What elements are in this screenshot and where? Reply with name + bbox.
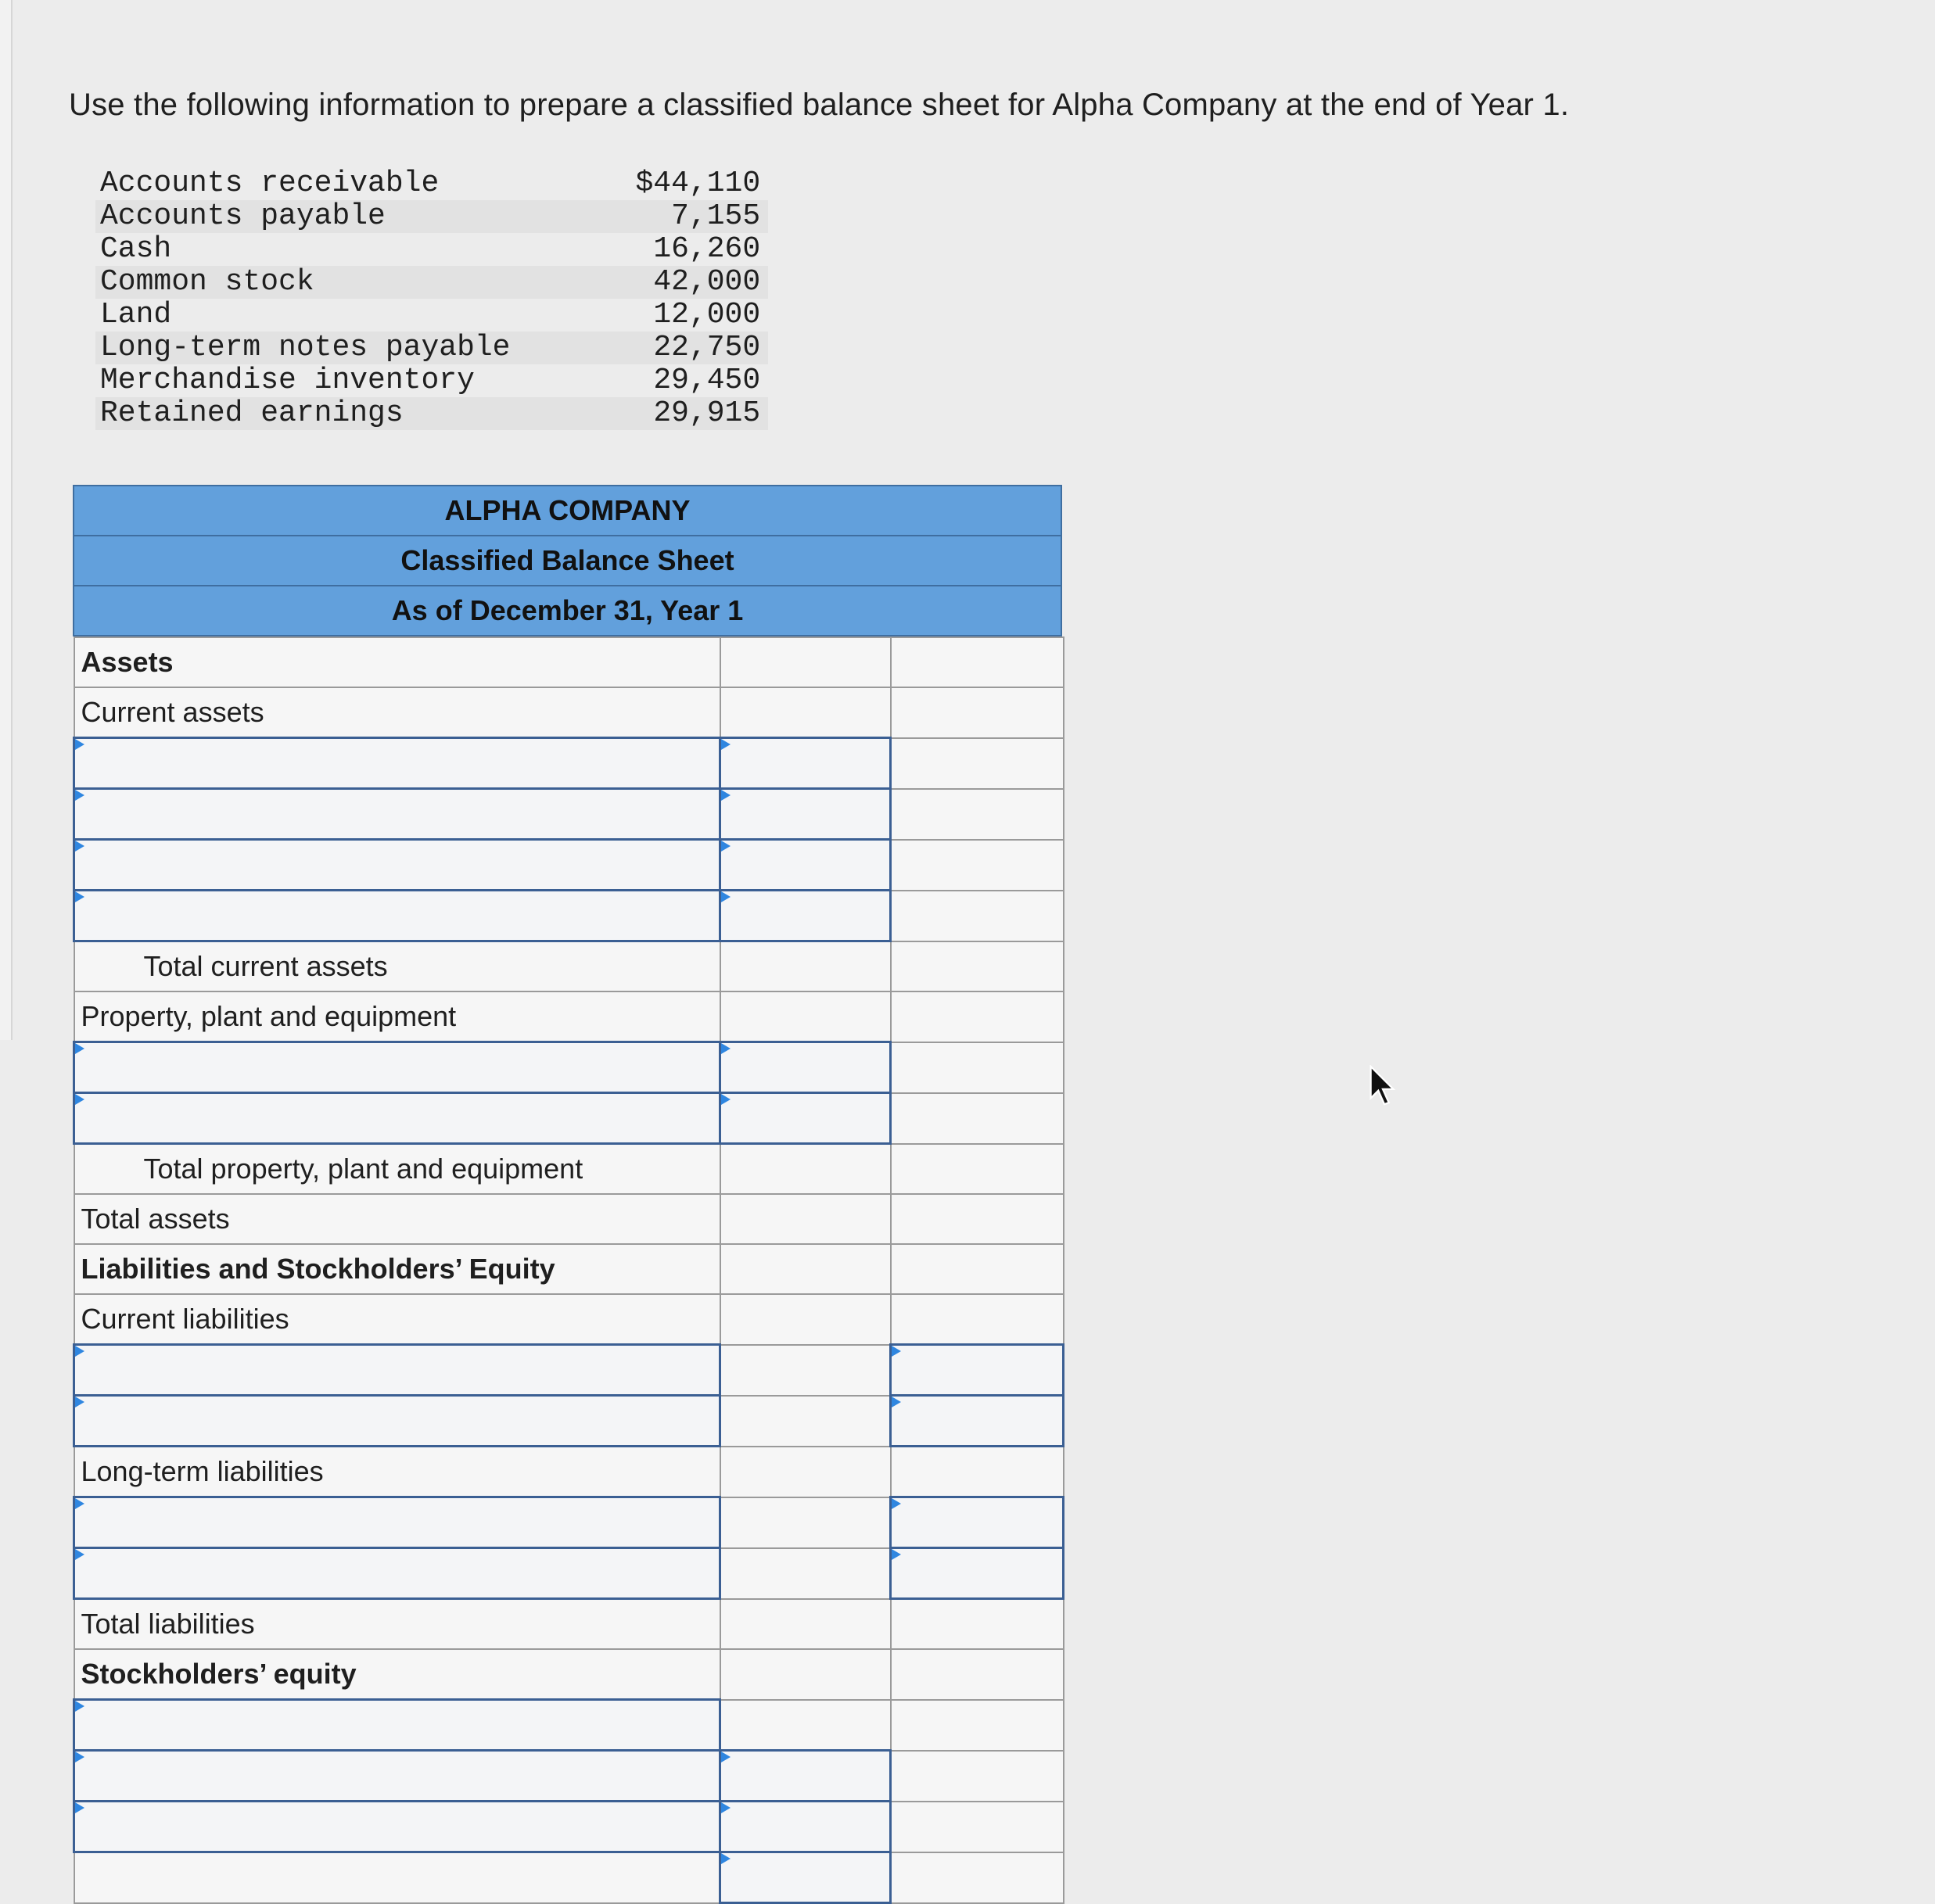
total-row [74,941,1064,992]
account-input[interactable] [75,1752,719,1800]
entry-row [74,1042,1064,1093]
blank-cell [720,1345,891,1396]
account-input[interactable] [75,1701,719,1749]
blank-cell [891,1244,1064,1294]
amount-input[interactable] [721,841,889,889]
entry-row [74,840,1064,891]
blank-cell [720,1548,891,1599]
account-input[interactable] [75,1094,719,1142]
liab-equity-heading: Liabilities and Stockholders’ Equity [74,1244,720,1294]
account-input[interactable] [75,1346,719,1394]
account-input[interactable] [75,1498,719,1547]
balance-sheet-table [73,636,1064,1904]
blank-cell [720,637,891,687]
entry-row [74,1751,1064,1802]
total-assets-value [891,1194,1064,1244]
amount-input[interactable] [721,1094,889,1142]
total-current-assets-label: Total current assets [74,941,720,992]
total-row [74,1144,1064,1195]
given-row [95,233,768,266]
entry-row [74,891,1064,941]
account-name: Merchandise inventory [100,364,475,397]
amount-input-cell[interactable] [720,1751,891,1802]
blank-cell [720,1294,891,1345]
entry-row [74,1802,1064,1852]
account-name: Long-term notes payable [95,332,519,364]
account-select[interactable] [74,1548,720,1599]
blank-cell [891,738,1064,789]
total-ppe-value [891,1144,1064,1195]
blank-cell [891,789,1064,840]
account-amount: 29,450 [653,364,761,397]
amount-input-cell[interactable] [720,1093,891,1144]
entry-row [74,1396,1064,1447]
given-row [95,266,768,299]
blank-cell [720,941,891,992]
blank-cell [891,1093,1064,1144]
section-row [74,687,1064,738]
given-row [95,200,768,233]
account-name: Common stock [95,266,519,299]
account-select[interactable] [74,891,720,941]
page-edge [0,0,13,1040]
blank-cell [891,1294,1064,1345]
total-ppe-label: Total property, plant and equipment [74,1144,720,1195]
amount-input-cell[interactable] [720,738,891,789]
account-input[interactable] [75,841,719,889]
amount-input[interactable] [721,790,889,838]
account-amount: 7,155 [519,200,769,233]
account-name: Cash [100,232,172,266]
blank-cell [891,1852,1064,1903]
stockholders-equity-heading: Stockholders’ equity [74,1649,720,1700]
blank-cell [891,1802,1064,1852]
account-amount: 29,915 [519,397,769,430]
blank-cell [720,1447,891,1497]
account-name: Retained earnings [95,397,519,430]
amount-input-cell[interactable] [720,840,891,891]
account-select[interactable] [74,840,720,891]
blank-cell [720,1144,891,1195]
amount-input[interactable] [892,1498,1062,1547]
blank-cell [891,1447,1064,1497]
amount-input-cell[interactable] [720,891,891,941]
entry-row [74,1700,1064,1751]
account-input[interactable] [75,1397,719,1445]
section-row [74,1649,1064,1700]
blank-cell [720,1194,891,1244]
amount-input[interactable] [892,1549,1062,1597]
amount-input[interactable] [892,1397,1062,1445]
blank-cell [720,991,891,1042]
total-liabilities-label: Total liabilities [74,1599,720,1650]
total-row [74,1194,1064,1244]
amount-input-cell[interactable] [720,1852,891,1903]
blank-cell [720,1599,891,1650]
account-name: Accounts payable [95,200,519,233]
blank-cell [891,1042,1064,1093]
amount-input-cell[interactable] [891,1497,1064,1548]
given-row [95,397,768,430]
account-select[interactable] [74,1345,720,1396]
assets-heading: Assets [74,637,720,687]
blank-cell [891,991,1064,1042]
entry-row [74,1345,1064,1396]
account-select[interactable] [74,738,720,789]
statement-date: As of December 31, Year 1 [391,594,744,626]
amount-input-cell[interactable] [891,1345,1064,1396]
amount-input-cell[interactable] [891,1548,1064,1599]
amount-input[interactable] [721,739,889,787]
amount-input[interactable] [892,1346,1062,1394]
total-assets-label: Total assets [74,1194,720,1244]
account-input[interactable] [75,1802,719,1851]
balance-sheet-header [73,485,1062,636]
blank-cell [720,687,891,738]
blank-cell [720,1396,891,1447]
entry-row [74,1093,1064,1144]
account-amount: 16,260 [653,232,761,266]
total-row [74,1599,1064,1650]
account-input[interactable] [75,1043,719,1092]
account-select[interactable] [74,1042,720,1093]
account-input[interactable] [75,891,719,940]
account-select[interactable] [74,1497,720,1548]
blank-cell [891,891,1064,941]
blank-cell [720,1497,891,1548]
total-current-assets-value [891,941,1064,992]
balance-sheet [73,485,1062,1904]
account-select[interactable] [74,1700,720,1751]
total-liabilities-value [891,1599,1064,1650]
entry-row [74,1548,1064,1599]
section-row [74,1294,1064,1345]
current-assets-label: Current assets [74,687,720,738]
blank-cell [891,1700,1064,1751]
given-row [95,167,768,200]
instructions-text: Use the following information to prepare a classified balance sheet for Alpha Company at the end of Year 1. [69,88,1570,122]
entry-row [74,1852,1064,1903]
ppe-label: Property, plant and equipment [74,991,720,1042]
amount-input-cell[interactable] [720,1802,891,1852]
current-liabilities-label: Current liabilities [74,1294,720,1345]
account-amount: 12,000 [653,298,761,332]
amount-input[interactable] [721,1853,889,1902]
given-row [95,364,768,397]
account-select[interactable] [74,789,720,840]
entry-row [74,789,1064,840]
blank-cell [74,1852,720,1903]
given-row [95,299,768,332]
company-name: ALPHA COMPANY [74,486,1061,536]
given-row [95,332,768,364]
blank-cell [891,840,1064,891]
amount-input[interactable] [721,1802,889,1851]
account-select[interactable] [74,1751,720,1802]
section-row [74,1244,1064,1294]
amount-input[interactable] [721,1752,889,1800]
blank-cell [891,1649,1064,1700]
blank-cell [891,1751,1064,1802]
amount-input[interactable] [721,891,889,940]
account-amount: $44,110 [635,167,761,200]
account-select[interactable] [74,1396,720,1447]
account-amount: 22,750 [519,332,769,364]
account-input[interactable] [75,790,719,838]
section-row [74,991,1064,1042]
blank-cell [891,637,1064,687]
entry-row [74,1497,1064,1548]
account-input[interactable] [75,1549,719,1597]
account-select[interactable] [74,1802,720,1852]
blank-cell [891,687,1064,738]
mouse-pointer-icon [1367,1065,1398,1107]
statement-title: Classified Balance Sheet [74,536,1061,586]
account-name: Land [100,298,172,332]
blank-cell [720,1649,891,1700]
entry-row [74,738,1064,789]
blank-cell [720,1700,891,1751]
amount-input[interactable] [721,1043,889,1092]
amount-input-cell[interactable] [891,1396,1064,1447]
given-data-table [95,167,768,430]
amount-input-cell[interactable] [720,1042,891,1093]
account-input[interactable] [75,739,719,787]
account-amount: 42,000 [519,266,769,299]
account-name: Accounts receivable [100,167,440,200]
section-row [74,637,1064,687]
blank-cell [720,1244,891,1294]
account-select[interactable] [74,1093,720,1144]
long-term-liabilities-label: Long-term liabilities [74,1447,720,1497]
section-row [74,1447,1064,1497]
amount-input-cell[interactable] [720,789,891,840]
